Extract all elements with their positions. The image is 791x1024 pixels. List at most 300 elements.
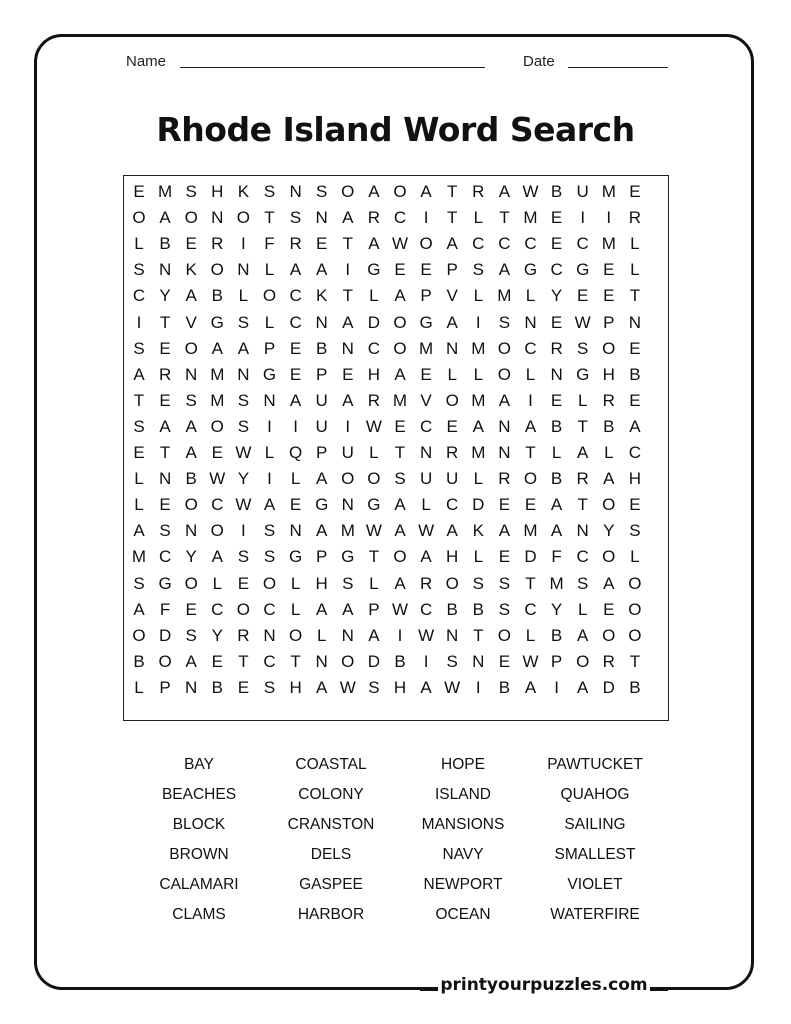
grid-letter[interactable]: I <box>293 416 298 436</box>
grid-letter[interactable]: R <box>498 469 511 489</box>
grid-letter[interactable]: T <box>368 547 380 567</box>
grid-letter[interactable]: L <box>604 443 614 462</box>
grid-letter[interactable]: N <box>237 364 250 384</box>
grid-letter[interactable]: S <box>263 182 276 201</box>
grid-letter[interactable]: G <box>419 312 433 332</box>
date-field[interactable] <box>568 67 668 68</box>
grid-letter[interactable]: O <box>288 625 303 645</box>
grid-letter[interactable]: S <box>159 521 171 541</box>
grid-letter[interactable]: O <box>184 338 198 358</box>
grid-letter[interactable]: B <box>603 416 615 436</box>
grid-letter[interactable]: I <box>136 312 142 332</box>
grid-letter[interactable]: I <box>475 677 481 697</box>
grid-letter[interactable]: G <box>262 364 277 384</box>
grid-letter[interactable]: N <box>315 312 328 332</box>
grid-letter[interactable]: A <box>159 416 171 436</box>
grid-letter[interactable]: N <box>237 260 250 280</box>
grid-letter[interactable]: L <box>473 208 484 228</box>
grid-letter[interactable]: N <box>498 443 511 462</box>
grid-letter[interactable]: O <box>236 208 250 228</box>
grid-letter[interactable]: N <box>341 625 354 645</box>
grid-letter[interactable]: L <box>473 364 484 384</box>
grid-letter[interactable]: E <box>133 443 145 462</box>
grid-letter[interactable]: T <box>525 443 536 462</box>
grid-letter[interactable]: B <box>446 599 458 619</box>
grid-letter[interactable]: E <box>629 495 641 515</box>
grid-letter[interactable]: O <box>262 573 277 593</box>
grid-letter[interactable]: T <box>525 573 536 593</box>
grid-letter[interactable]: A <box>446 521 458 541</box>
grid-letter[interactable]: S <box>289 208 302 228</box>
grid-letter[interactable]: C <box>524 599 537 619</box>
grid-letter[interactable]: A <box>342 390 354 410</box>
grid-letter[interactable]: A <box>472 416 484 436</box>
grid-letter[interactable]: A <box>185 286 197 306</box>
grid-letter[interactable]: A <box>289 260 302 280</box>
grid-letter[interactable]: U <box>446 469 459 489</box>
grid-letter[interactable]: E <box>159 338 171 358</box>
grid-letter[interactable]: M <box>549 573 564 593</box>
grid-letter[interactable]: S <box>498 573 511 593</box>
grid-letter[interactable]: N <box>211 208 224 228</box>
grid-letter[interactable]: I <box>528 390 533 410</box>
grid-letter[interactable]: S <box>498 312 511 332</box>
grid-letter[interactable]: P <box>316 443 328 462</box>
grid-letter[interactable]: A <box>524 416 537 436</box>
grid-letter[interactable]: Y <box>211 625 223 645</box>
grid-letter[interactable]: T <box>577 416 588 436</box>
grid-letter[interactable]: A <box>342 312 354 332</box>
grid-letter[interactable]: B <box>498 677 511 697</box>
grid-letter[interactable]: C <box>524 234 537 254</box>
grid-letter[interactable]: S <box>629 521 641 541</box>
grid-letter[interactable]: A <box>185 416 197 436</box>
grid-letter[interactable]: I <box>345 416 351 436</box>
grid-letter[interactable]: N <box>185 677 198 697</box>
grid-letter[interactable]: R <box>602 651 615 671</box>
grid-letter[interactable]: B <box>211 286 223 306</box>
grid-letter[interactable]: N <box>446 338 459 358</box>
grid-letter[interactable]: S <box>237 416 250 436</box>
grid-letter[interactable]: T <box>446 182 458 201</box>
grid-letter[interactable]: A <box>133 364 145 384</box>
grid-letter[interactable]: L <box>290 469 301 489</box>
grid-letter[interactable]: S <box>394 469 406 489</box>
grid-letter[interactable]: C <box>576 547 589 567</box>
grid-letter[interactable]: A <box>368 625 380 645</box>
grid-letter[interactable]: R <box>289 234 302 254</box>
grid-letter[interactable]: T <box>264 208 275 228</box>
grid-letter[interactable]: N <box>315 651 328 671</box>
grid-letter[interactable]: F <box>159 599 171 619</box>
grid-letter[interactable]: H <box>393 677 407 697</box>
grid-letter[interactable]: O <box>341 469 355 489</box>
grid-letter[interactable]: A <box>603 573 615 593</box>
grid-letter[interactable]: L <box>421 495 431 515</box>
grid-letter[interactable]: Q <box>288 443 303 462</box>
grid-letter[interactable]: C <box>289 312 302 332</box>
grid-letter[interactable]: R <box>576 469 589 489</box>
grid-letter[interactable]: A <box>446 234 458 254</box>
grid-letter[interactable]: E <box>446 416 458 436</box>
grid-letter[interactable]: O <box>576 651 590 671</box>
grid-letter[interactable]: N <box>185 364 198 384</box>
grid-letter[interactable]: M <box>210 364 225 384</box>
grid-letter[interactable]: K <box>237 182 250 201</box>
grid-letter[interactable]: B <box>472 599 484 619</box>
grid-letter[interactable]: D <box>602 677 615 697</box>
grid-letter[interactable]: W <box>574 312 591 332</box>
grid-letter[interactable]: A <box>498 521 511 541</box>
grid-letter[interactable]: C <box>550 260 563 280</box>
grid-letter[interactable]: A <box>420 677 432 697</box>
grid-letter[interactable]: E <box>237 573 250 593</box>
grid-letter[interactable]: T <box>446 208 458 228</box>
grid-letter[interactable]: I <box>580 208 586 228</box>
grid-letter[interactable]: W <box>418 625 435 645</box>
grid-letter[interactable]: E <box>498 547 511 567</box>
grid-letter[interactable]: B <box>629 677 641 697</box>
grid-letter[interactable]: Y <box>603 521 615 541</box>
grid-letter[interactable]: E <box>316 234 328 254</box>
grid-letter[interactable]: N <box>185 521 198 541</box>
grid-letter[interactable]: D <box>367 651 381 671</box>
grid-letter[interactable]: A <box>316 260 328 280</box>
grid-letter[interactable]: A <box>420 182 432 201</box>
grid-letter[interactable]: S <box>263 677 276 697</box>
grid-letter[interactable]: H <box>367 364 381 384</box>
grid-letter[interactable]: D <box>158 625 172 645</box>
grid-letter[interactable]: R <box>367 208 381 228</box>
grid-letter[interactable]: D <box>367 312 381 332</box>
grid-letter[interactable]: E <box>185 234 197 254</box>
grid-letter[interactable]: L <box>212 573 223 593</box>
grid-letter[interactable]: B <box>133 651 145 671</box>
grid-letter[interactable]: C <box>472 234 485 254</box>
grid-letter[interactable]: S <box>237 312 250 332</box>
grid-letter[interactable]: H <box>602 364 615 384</box>
grid-letter[interactable]: S <box>316 182 328 201</box>
grid-letter[interactable]: M <box>392 390 408 410</box>
grid-letter[interactable]: K <box>316 286 328 306</box>
grid-letter[interactable]: K <box>472 521 484 541</box>
grid-letter[interactable]: E <box>550 390 563 410</box>
grid-letter[interactable]: L <box>525 286 536 306</box>
grid-letter[interactable]: T <box>342 234 353 254</box>
grid-letter[interactable]: G <box>367 260 381 280</box>
grid-letter[interactable]: E <box>289 495 302 515</box>
grid-letter[interactable]: I <box>241 521 246 541</box>
grid-letter[interactable]: A <box>498 390 511 410</box>
grid-letter[interactable]: T <box>394 443 406 462</box>
grid-letter[interactable]: A <box>316 677 328 697</box>
grid-letter[interactable]: O <box>602 338 616 358</box>
grid-letter[interactable]: M <box>471 443 486 462</box>
grid-letter[interactable]: B <box>629 364 641 384</box>
grid-letter[interactable]: P <box>316 364 328 384</box>
grid-letter[interactable]: O <box>393 182 407 201</box>
grid-letter[interactable]: T <box>577 495 588 515</box>
grid-letter[interactable]: T <box>238 651 249 671</box>
grid-letter[interactable]: W <box>365 416 382 436</box>
grid-letter[interactable]: B <box>316 338 328 358</box>
grid-letter[interactable]: A <box>185 651 197 671</box>
grid-letter[interactable]: D <box>472 495 485 515</box>
grid-letter[interactable]: E <box>185 599 197 619</box>
grid-letter[interactable]: I <box>423 208 429 228</box>
grid-letter[interactable]: T <box>629 286 641 306</box>
grid-letter[interactable]: O <box>262 286 277 306</box>
grid-letter[interactable]: T <box>159 443 171 462</box>
grid-letter[interactable]: L <box>630 260 640 280</box>
grid-letter[interactable]: S <box>185 182 197 201</box>
grid-letter[interactable]: W <box>391 599 409 619</box>
grid-letter[interactable]: I <box>267 416 272 436</box>
grid-letter[interactable]: N <box>158 469 172 489</box>
grid-letter[interactable]: O <box>236 599 250 619</box>
grid-letter[interactable]: D <box>524 547 537 567</box>
grid-letter[interactable]: S <box>185 625 197 645</box>
grid-letter[interactable]: T <box>290 651 301 671</box>
grid-letter[interactable]: P <box>420 286 432 306</box>
grid-letter[interactable]: E <box>629 338 641 358</box>
grid-letter[interactable]: Y <box>159 286 171 306</box>
grid-letter[interactable]: L <box>630 234 640 254</box>
grid-letter[interactable]: N <box>498 416 511 436</box>
grid-letter[interactable]: N <box>158 260 172 280</box>
grid-letter[interactable]: E <box>603 260 615 280</box>
grid-letter[interactable]: N <box>341 495 354 515</box>
grid-letter[interactable]: P <box>550 651 563 671</box>
grid-letter[interactable]: F <box>264 234 275 254</box>
grid-letter[interactable]: O <box>132 625 146 645</box>
grid-letter[interactable]: A <box>289 390 302 410</box>
grid-letter[interactable]: M <box>471 390 486 410</box>
grid-letter[interactable]: E <box>159 390 171 410</box>
grid-letter[interactable]: Y <box>185 547 197 567</box>
grid-letter[interactable]: A <box>603 469 615 489</box>
grid-letter[interactable]: A <box>394 364 406 384</box>
grid-letter[interactable]: A <box>211 547 223 567</box>
grid-letter[interactable]: B <box>159 234 171 254</box>
grid-letter[interactable]: E <box>603 286 615 306</box>
grid-letter[interactable]: P <box>159 677 171 697</box>
grid-letter[interactable]: C <box>419 416 433 436</box>
grid-letter[interactable]: B <box>211 677 223 697</box>
grid-letter[interactable]: T <box>133 390 145 410</box>
grid-letter[interactable]: K <box>185 260 197 280</box>
grid-letter[interactable]: O <box>497 625 511 645</box>
grid-letter[interactable]: N <box>263 390 276 410</box>
grid-letter[interactable]: N <box>419 443 433 462</box>
grid-letter[interactable]: U <box>341 443 354 462</box>
grid-letter[interactable]: L <box>316 625 327 645</box>
grid-letter[interactable]: N <box>472 651 485 671</box>
grid-letter[interactable]: O <box>393 547 407 567</box>
grid-letter[interactable]: A <box>394 573 406 593</box>
grid-letter[interactable]: A <box>211 338 223 358</box>
grid-letter[interactable]: O <box>184 495 198 515</box>
grid-letter[interactable]: C <box>158 547 172 567</box>
grid-letter[interactable]: A <box>498 260 511 280</box>
grid-letter[interactable]: S <box>133 260 145 280</box>
grid-letter[interactable]: G <box>210 312 224 332</box>
grid-letter[interactable]: E <box>550 208 563 228</box>
grid-letter[interactable]: A <box>550 521 563 541</box>
grid-letter[interactable]: R <box>211 234 224 254</box>
grid-letter[interactable]: E <box>577 286 589 306</box>
grid-letter[interactable]: B <box>185 469 197 489</box>
grid-letter[interactable]: C <box>393 208 407 228</box>
grid-letter[interactable]: E <box>211 443 223 462</box>
grid-letter[interactable]: O <box>602 625 616 645</box>
grid-letter[interactable]: I <box>241 234 246 254</box>
grid-letter[interactable]: O <box>210 416 224 436</box>
grid-letter[interactable]: L <box>264 312 275 332</box>
grid-letter[interactable]: O <box>523 469 538 489</box>
grid-letter[interactable]: L <box>525 625 536 645</box>
grid-letter[interactable]: E <box>498 651 511 671</box>
grid-letter[interactable]: N <box>289 182 302 201</box>
grid-letter[interactable]: G <box>341 547 355 567</box>
grid-letter[interactable]: O <box>132 208 146 228</box>
grid-letter[interactable]: E <box>289 364 302 384</box>
grid-letter[interactable]: O <box>602 495 616 515</box>
grid-letter[interactable]: B <box>550 625 563 645</box>
grid-letter[interactable]: C <box>576 234 589 254</box>
grid-letter[interactable]: W <box>522 182 539 201</box>
grid-letter[interactable]: C <box>524 338 537 358</box>
grid-letter[interactable]: A <box>342 208 354 228</box>
grid-letter[interactable]: R <box>602 390 615 410</box>
grid-letter[interactable]: P <box>446 260 458 280</box>
grid-letter[interactable]: N <box>524 312 537 332</box>
grid-letter[interactable]: I <box>554 677 559 697</box>
grid-letter[interactable]: A <box>550 495 563 515</box>
grid-letter[interactable]: L <box>577 599 588 619</box>
grid-letter[interactable]: S <box>472 260 484 280</box>
grid-letter[interactable]: O <box>341 651 355 671</box>
grid-letter[interactable]: H <box>446 547 459 567</box>
grid-letter[interactable]: A <box>133 521 145 541</box>
grid-letter[interactable]: A <box>446 312 458 332</box>
grid-letter[interactable]: O <box>184 573 198 593</box>
grid-letter[interactable]: V <box>185 312 197 332</box>
grid-letter[interactable]: L <box>551 443 562 462</box>
grid-letter[interactable]: W <box>339 677 356 697</box>
grid-letter[interactable]: A <box>185 443 197 462</box>
grid-letter[interactable]: A <box>629 416 641 436</box>
grid-letter[interactable]: E <box>211 651 223 671</box>
grid-letter[interactable]: E <box>289 338 302 358</box>
grid-letter[interactable]: N <box>628 312 642 332</box>
grid-letter[interactable]: M <box>158 182 173 201</box>
grid-letter[interactable]: O <box>158 651 172 671</box>
grid-letter[interactable]: N <box>576 521 589 541</box>
grid-letter[interactable]: I <box>397 625 403 645</box>
grid-letter[interactable]: E <box>420 260 432 280</box>
grid-letter[interactable]: L <box>134 495 144 515</box>
grid-letter[interactable]: L <box>473 469 484 489</box>
grid-letter[interactable]: U <box>315 416 328 436</box>
grid-letter[interactable]: R <box>419 573 433 593</box>
grid-letter[interactable]: H <box>315 573 328 593</box>
grid-letter[interactable]: G <box>288 547 303 567</box>
grid-letter[interactable]: H <box>628 469 642 489</box>
grid-letter[interactable]: W <box>235 443 252 462</box>
grid-letter[interactable]: C <box>132 286 146 306</box>
grid-letter[interactable]: A <box>368 182 380 201</box>
grid-letter[interactable]: C <box>263 599 276 619</box>
grid-letter[interactable]: T <box>499 208 510 228</box>
grid-letter[interactable]: C <box>367 338 381 358</box>
grid-letter[interactable]: S <box>263 547 276 567</box>
grid-letter[interactable]: H <box>289 677 302 697</box>
grid-letter[interactable]: O <box>341 182 355 201</box>
grid-letter[interactable]: A <box>237 338 250 358</box>
grid-letter[interactable]: E <box>420 364 432 384</box>
grid-letter[interactable]: L <box>264 443 275 462</box>
grid-letter[interactable]: G <box>576 364 590 384</box>
grid-letter[interactable]: S <box>237 390 250 410</box>
grid-letter[interactable]: N <box>289 521 302 541</box>
grid-letter[interactable]: P <box>263 338 276 358</box>
grid-letter[interactable]: O <box>210 260 224 280</box>
grid-letter[interactable]: N <box>446 625 459 645</box>
grid-letter[interactable]: Y <box>237 469 250 489</box>
grid-letter[interactable]: E <box>550 234 563 254</box>
grid-letter[interactable]: O <box>184 208 198 228</box>
grid-letter[interactable]: L <box>525 364 536 384</box>
grid-letter[interactable]: S <box>577 573 589 593</box>
grid-letter[interactable]: L <box>473 286 484 306</box>
grid-letter[interactable]: G <box>315 495 329 515</box>
grid-letter[interactable]: B <box>550 469 563 489</box>
grid-letter[interactable]: E <box>550 312 563 332</box>
grid-letter[interactable]: S <box>263 521 276 541</box>
grid-letter[interactable]: P <box>603 312 615 332</box>
grid-letter[interactable]: S <box>237 547 250 567</box>
grid-letter[interactable]: O <box>628 625 642 645</box>
grid-letter[interactable]: O <box>497 364 511 384</box>
grid-letter[interactable]: A <box>498 182 511 201</box>
grid-letter[interactable]: I <box>423 651 429 671</box>
grid-letter[interactable]: P <box>368 599 380 619</box>
grid-letter[interactable]: T <box>473 625 484 645</box>
grid-letter[interactable]: O <box>445 390 459 410</box>
grid-letter[interactable]: C <box>289 286 302 306</box>
grid-letter[interactable]: A <box>316 469 328 489</box>
grid-letter[interactable]: L <box>290 573 301 593</box>
grid-letter[interactable]: N <box>315 208 328 228</box>
grid-letter[interactable]: S <box>498 599 511 619</box>
grid-letter[interactable]: C <box>419 599 433 619</box>
grid-letter[interactable]: L <box>447 364 457 384</box>
grid-letter[interactable]: N <box>341 338 354 358</box>
grid-letter[interactable]: N <box>263 625 276 645</box>
grid-letter[interactable]: G <box>158 573 172 593</box>
grid-letter[interactable]: C <box>263 651 276 671</box>
grid-letter[interactable]: I <box>267 469 272 489</box>
grid-letter[interactable]: E <box>629 182 641 201</box>
grid-letter[interactable]: A <box>368 234 380 254</box>
grid-letter[interactable]: L <box>369 573 379 593</box>
grid-letter[interactable]: E <box>394 416 406 436</box>
grid-letter[interactable]: E <box>133 182 145 201</box>
grid-letter[interactable]: O <box>393 312 407 332</box>
grid-letter[interactable]: B <box>394 651 406 671</box>
grid-letter[interactable]: A <box>577 443 589 462</box>
